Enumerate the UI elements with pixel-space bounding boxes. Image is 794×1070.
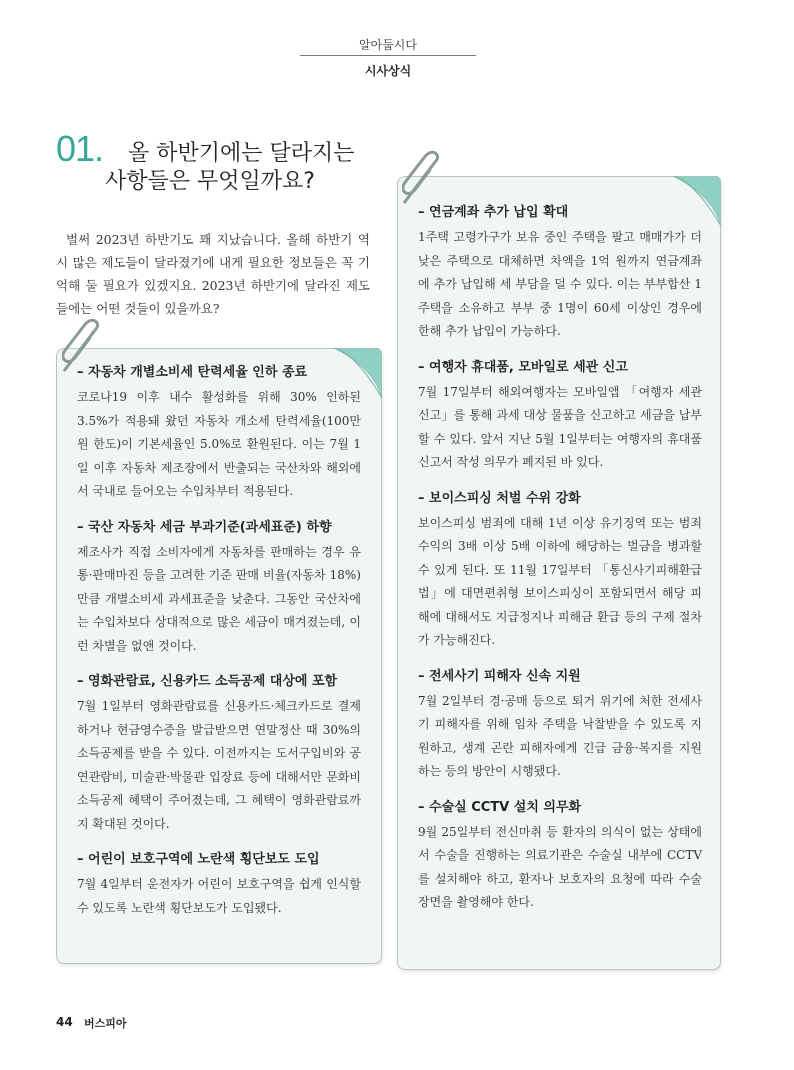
section-title: – 영화관람료, 신용카드 소득공제 대상에 포함 [77,674,338,689]
section-category: 알아둡시다 [359,38,417,52]
section-pension-account [418,201,702,344]
question-title-line1: 올 하반기에는 달라지는 [128,141,355,166]
section-body: 보이스피싱 범죄에 대해 1년 이상 유기징역 또는 범죄 수익의 3배 이상 5배 이하에 해당하는 벌금을 병과할 수 있게 된다. 또 11월 17일부터 「통신사기피해환급법」에 대면편취형 보이스피싱이 포함되면서 해당 피해에 대해서도 지급정지나 피해금 환급 등의 구제 절차가 가능해진다. [418,515,702,647]
section-body: 7월 17일부터 해외여행자는 모바일앱 「여행자 세관신고」를 통해 과세 대상 물품을 신고하고 세금을 납부할 수 있다. 앞서 지난 5월 1일부터는 여행자의 휴대품 신고서 작성 의무가 폐지된 바 있다. [418,384,702,469]
section-title: – 여행자 휴대품, 모바일로 세관 신고 [418,359,628,375]
section-movie-deduction [77,670,361,836]
section-subcategory: 시사상식 [364,64,412,78]
left-card-content [77,361,361,920]
section-body: 7월 2일부터 경·공매 등으로 퇴거 위기에 처한 전세사기 피해자를 위해 임차 주택을 낙찰받을 수 있도록 지원하고, 생계 곤란 피해자에게 긴급 금융·복지를 지원하는 등의 방안이 시행됐다. [418,693,702,778]
page-number: 44 [56,1015,73,1029]
section-body: 코로나19 이후 내수 활성화를 위해 30% 인하된 3.5%가 적용돼 왔던 자동차 개소세 탄력세율(100만 원 한도)이 기본세율인 5.0%로 환원된다. 이는 7월 1일 이후 자동차 제조장에서 반출되는 국산차와 해외에서 국내로 들어오는 수입차부터 적용된다. [77,390,361,498]
question-number: 01. [56,128,104,169]
section-domestic-car-tax [77,516,361,659]
left-note-card [56,348,382,964]
section-jeonse-fraud [418,665,702,784]
section-body: 9월 25일부터 전신마취 등 환자의 의식이 없는 상태에서 수술을 진행하는 의료기관은 수술실 내부에 CCTV를 설치해야 하고, 환자나 보호자의 요청에 따라 수술 장면을 촬영해야 한다. [418,824,702,909]
section-traveler-customs [418,356,702,475]
section-title: – 보이스피싱 처벌 수위 강화 [418,490,581,506]
right-card-content [418,201,702,915]
section-title: – 국산 자동차 세금 부과기준(과세표준) 하향 [77,519,332,535]
paperclip-icon [402,150,440,212]
section-title: – 어린이 보호구역에 노란색 횡단보도 도입 [77,852,320,867]
section-yellow-crosswalk [77,848,361,920]
section-body: 제조사가 직접 소비자에게 자동차를 판매하는 경우 유통·판매마진 등을 고려한 기준 판매 비율(자동차 18%)만큼 개별소비세 과세표준을 낮춘다. 그동안 국산차에는 수입차보다 상대적으로 많은 세금이 매겨졌는데, 이런 차별을 없앤 것이다. [77,544,361,653]
magazine-name: 버스피아 [84,1017,127,1030]
right-note-card [397,176,721,970]
section-voice-phishing [418,487,702,653]
section-body: 1주택 고령가구가 보유 중인 주택을 팔고 매매가가 더 낮은 주택으로 대체하면 차액을 1억 원까지 연금계좌에 추가 납입해 세 부담을 덜 수 있다. 이는 부부합산 1주택을 소유하고 부부 중 1명이 60세 이상인 경우에 한해 추가 납입이 가능하다. [418,230,702,338]
header-divider [300,55,476,56]
section-title: – 자동차 개별소비세 탄력세율 인하 종료 [77,365,308,380]
paperclip-icon [62,318,100,380]
section-title: – 전세사기 피해자 신속 지원 [418,668,581,684]
section-body: 7월 4일부터 운전자가 어린이 보호구역을 쉽게 인식할 수 있도록 노란색 횡단보도가 도입됐다. [77,877,361,915]
section-car-tax-end [77,361,361,504]
section-body: 7월 1일부터 영화관람료를 신용카드·체크카드로 결제하거나 현금영수증을 발급받으면 연말정산 때 30%의 소득공제를 받을 수 있다. 이전까지는 도서구입비와 공연관람비, 미술관·박물관 입장료 등에 대해서만 문화비 소득공제 혜택이 주어졌는데, 그 혜택이 영화관람료까지 확대된 것이다. [77,699,361,831]
section-surgery-cctv [418,796,702,915]
intro-paragraph: 벌써 2023년 하반기도 꽤 지났습니다. 올해 하반기 역시 많은 제도들이 달라졌기에 내게 필요한 정보들은 꼭 기억해 둘 필요가 있겠지요. 2023년 하반기에 달라진 제도들에는 어떤 것들이 있을까요? [56,232,370,316]
question-title-line2: 사항들은 무엇일까요? [105,169,315,194]
section-title: – 연금계좌 추가 납입 확대 [418,205,569,220]
section-title: – 수술실 CCTV 설치 의무화 [418,799,582,815]
